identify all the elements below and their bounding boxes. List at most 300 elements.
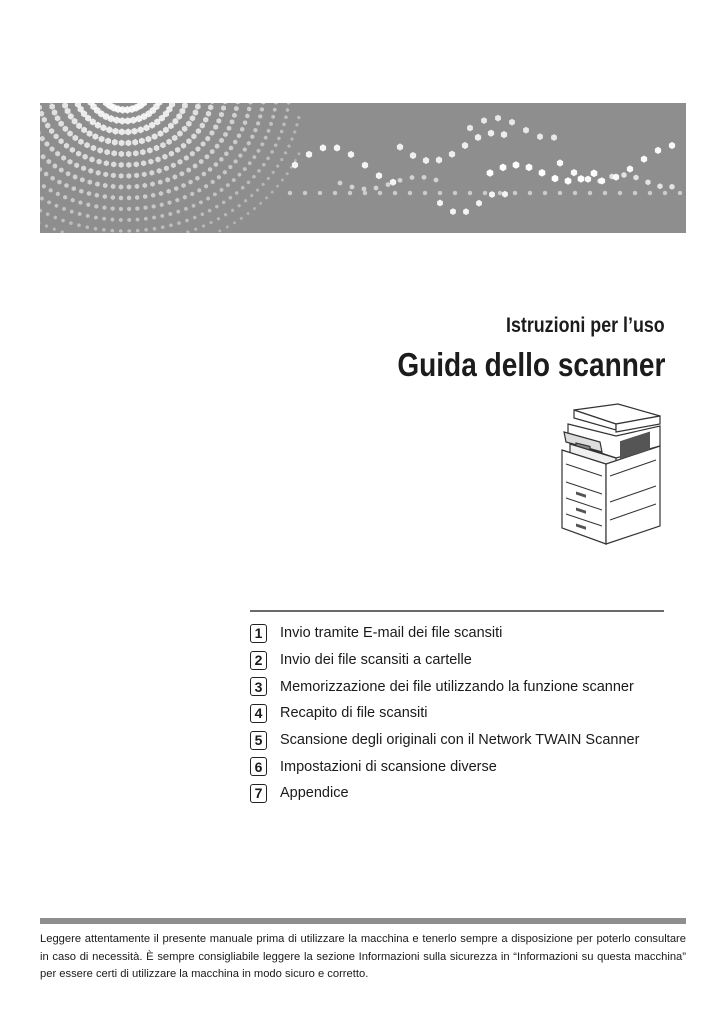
hex-dot [168, 212, 172, 216]
hex-dot [273, 108, 277, 112]
hex-dot [648, 191, 652, 196]
hex-dot [99, 136, 105, 143]
hex-dot [348, 191, 352, 196]
hex-dot [70, 147, 75, 153]
toc-label-4: Recapito di file scansiti [280, 705, 428, 722]
hex-dot [295, 123, 298, 127]
hex-dot [183, 195, 187, 200]
hex-dot [162, 154, 167, 160]
hex-dot [195, 176, 199, 181]
hex-dot [97, 147, 103, 153]
hex-dot [70, 210, 74, 214]
hex-dot [270, 150, 273, 154]
hex-dot [243, 120, 247, 125]
hex-dot [159, 191, 163, 196]
hex-dot [269, 122, 273, 126]
hex-dot [169, 223, 173, 227]
hex-dot [303, 191, 307, 196]
hex-dot [205, 154, 210, 159]
hex-dot [55, 204, 59, 208]
hex-dot [105, 138, 111, 145]
hex-dot [228, 165, 232, 170]
hex-dot [244, 199, 247, 203]
hex-dot [231, 209, 234, 213]
toc-number-5: 5 [250, 731, 267, 750]
hex-dot [127, 218, 131, 222]
hex-dot [111, 150, 117, 156]
hex-dot [52, 109, 58, 115]
hex-dot [280, 130, 284, 134]
hex-dot [61, 155, 66, 161]
hex-dot [178, 159, 183, 165]
hex-dot [91, 145, 97, 151]
hex-dot [253, 207, 256, 210]
hex-dot [224, 151, 228, 156]
hex-dot [71, 198, 75, 203]
hex-dot [633, 175, 638, 181]
hex-dot [240, 127, 244, 132]
hex-dot [143, 183, 148, 188]
hex-dot [97, 159, 102, 165]
hex-dot [410, 152, 416, 159]
hex-dot [177, 130, 183, 136]
toc-number-2: 2 [250, 651, 267, 670]
hex-dot [374, 185, 379, 190]
hex-dot [84, 142, 90, 148]
hex-dot [423, 157, 429, 164]
hex-dot [655, 147, 661, 154]
hex-dot [113, 117, 119, 124]
hex-dot [196, 128, 201, 134]
hex-dot [42, 117, 47, 123]
hex-dot [489, 191, 495, 198]
hex-dot [185, 219, 189, 223]
hex-dot [578, 175, 585, 183]
hex-dot [64, 183, 68, 188]
hex-dot [488, 130, 494, 137]
hex-dot [213, 124, 218, 130]
hex-dot [232, 113, 237, 118]
hex-dot [449, 151, 455, 158]
hex-dot [128, 229, 132, 233]
hex-dot [462, 142, 468, 149]
hex-dot [141, 160, 146, 166]
hex-dot [260, 142, 264, 146]
hex-dot [78, 139, 84, 145]
hex-dot [235, 103, 240, 104]
hex-dot [119, 184, 124, 189]
hex-dot [196, 146, 201, 152]
hex-dot [257, 169, 261, 173]
hex-dot [219, 157, 223, 162]
hex-dot [256, 121, 260, 126]
hex-dot [102, 228, 105, 232]
hex-dot [119, 173, 124, 179]
hex-dot [408, 191, 412, 196]
hex-dot [168, 200, 172, 205]
hex-dot [88, 168, 93, 174]
hex-dot [390, 179, 396, 186]
hex-dot [151, 193, 155, 198]
hex-dot [175, 198, 179, 203]
hex-dot [350, 184, 355, 189]
hex-dot [261, 103, 265, 105]
hex-dot [528, 191, 532, 196]
hex-dot [272, 171, 275, 175]
hex-dot [199, 200, 203, 204]
hex-dot [136, 229, 139, 233]
hex-dot [160, 214, 164, 218]
hex-dot [49, 188, 53, 193]
hex-dot [111, 206, 115, 211]
hex-dot [200, 123, 205, 129]
hex-dot [87, 191, 91, 196]
hex-dot [523, 127, 529, 134]
hex-dot [88, 180, 93, 185]
hex-dot [320, 144, 326, 151]
hex-dot [181, 143, 186, 149]
hex-dot [119, 151, 125, 157]
hex-dot [193, 109, 199, 115]
hex-dot [45, 123, 50, 129]
hex-dot [334, 144, 340, 151]
hex-dot [173, 118, 179, 125]
hex-dot [232, 178, 236, 182]
hex-dot [47, 200, 51, 204]
hex-dot [158, 130, 164, 137]
hex-dot [119, 218, 123, 222]
hex-dot [160, 202, 164, 207]
hex-dot [201, 212, 204, 216]
hex-dot [104, 149, 110, 155]
hex-dot [250, 134, 254, 139]
hex-dot [238, 173, 242, 177]
hex-dot [81, 166, 86, 172]
hex-dot [253, 128, 257, 133]
hex-dot [172, 135, 178, 141]
hex-dot [86, 225, 90, 229]
hex-dot [113, 128, 119, 135]
hex-dot [54, 216, 57, 220]
hex-dot [669, 184, 674, 190]
hex-dot [513, 161, 520, 169]
hex-dot [150, 181, 155, 186]
hex-dot [131, 128, 137, 135]
hex-dot [74, 163, 79, 169]
hex-dot [40, 136, 45, 142]
hex-dot [111, 217, 115, 221]
hex-dot [248, 161, 252, 165]
hex-dot [398, 178, 403, 183]
manual-title: Guida dello scanner [396, 346, 665, 383]
hex-dot [199, 159, 204, 164]
hex-dot [210, 103, 215, 104]
hex-dot [297, 116, 300, 120]
hex-dot [59, 167, 64, 172]
hex-dot [378, 191, 382, 196]
toc-number-1: 1 [250, 624, 267, 643]
hex-dot [543, 191, 547, 196]
hex-dot [192, 204, 196, 208]
hex-dot [193, 216, 196, 220]
hex-dot [80, 177, 85, 182]
hex-dot [284, 115, 288, 119]
hex-dot [243, 147, 247, 152]
hex-dot [40, 221, 41, 225]
toc-item-5 [250, 727, 639, 754]
hex-dot [94, 215, 98, 219]
dot-pattern-graphic [40, 103, 686, 233]
hex-dot [169, 151, 174, 157]
hex-dot [165, 177, 170, 182]
hex-dot [66, 171, 71, 176]
hex-dot [221, 105, 226, 111]
hex-dot [79, 189, 83, 194]
hex-dot [184, 155, 189, 161]
hex-dot [195, 103, 201, 109]
hex-dot [102, 217, 106, 221]
hex-dot [157, 168, 162, 174]
hex-dot [126, 140, 132, 147]
hex-dot [95, 193, 99, 198]
hex-dot [633, 191, 637, 196]
toc-label-1: Invio tramite E-mail dei file scansiti [280, 625, 503, 642]
hex-dot [65, 108, 71, 115]
hex-dot [132, 139, 138, 146]
hex-dot [83, 154, 88, 160]
hex-dot [500, 164, 507, 172]
hex-dot [208, 167, 212, 172]
hex-dot [487, 169, 494, 177]
hex-dot [161, 225, 165, 229]
hex-dot [180, 108, 186, 115]
hex-dot [86, 214, 90, 218]
hex-dot [475, 134, 481, 141]
hex-dot [217, 217, 220, 221]
multifunction-printer-icon [556, 402, 666, 547]
hex-dot [437, 200, 443, 207]
hex-dot [78, 212, 82, 216]
hex-dot [72, 118, 78, 125]
hex-dot [142, 172, 147, 178]
hex-dot [164, 166, 169, 172]
hex-dot [126, 151, 131, 157]
hex-dot [61, 230, 64, 233]
hex-dot [282, 122, 286, 126]
toc-divider [250, 610, 664, 612]
hex-dot [171, 163, 176, 169]
hex-dot [67, 130, 73, 136]
hex-dot [481, 117, 487, 124]
hex-dot [53, 227, 56, 231]
hex-dot [483, 191, 487, 196]
hex-dot [397, 143, 403, 150]
hex-dot [103, 172, 108, 178]
toc-label-7: Appendice [280, 785, 349, 802]
hex-dot [59, 138, 64, 144]
hex-dot [265, 196, 268, 199]
hex-dot [557, 159, 563, 166]
hex-dot [119, 128, 125, 135]
hex-dot [286, 172, 289, 175]
hex-dot [125, 128, 131, 135]
hex-dot [134, 173, 139, 179]
hex-dot [229, 196, 233, 200]
hex-dot [202, 172, 206, 177]
hex-dot [226, 225, 229, 228]
hex-dot [588, 191, 592, 196]
hex-dot [363, 191, 367, 196]
hex-dot [144, 228, 147, 232]
hex-dot [298, 152, 301, 155]
hex-dot [247, 180, 250, 184]
hex-dot [539, 169, 546, 177]
hex-dot [49, 103, 55, 109]
hex-dot [393, 191, 397, 196]
hex-dot [144, 205, 148, 210]
hex-dot [57, 180, 61, 185]
hex-dot [58, 121, 64, 127]
hex-dot [41, 154, 46, 159]
hex-dot [174, 186, 178, 191]
hex-dot [247, 107, 251, 112]
hex-dot [306, 151, 312, 158]
hex-dot [42, 184, 46, 189]
hex-dot [245, 113, 249, 118]
hex-dot [69, 221, 73, 225]
hex-dot [152, 215, 156, 219]
hex-dot [163, 127, 169, 134]
hex-dot [72, 186, 76, 191]
hex-dot [76, 151, 81, 157]
hex-dot [186, 138, 191, 144]
hex-dot [154, 145, 160, 151]
hex-dot [276, 164, 279, 168]
hex-dot [55, 151, 60, 157]
hex-dot [182, 126, 188, 132]
hex-dot [362, 186, 367, 191]
hex-dot [215, 144, 220, 149]
hex-dot [495, 115, 501, 122]
hex-dot [526, 164, 533, 172]
hex-dot [173, 174, 178, 179]
hex-dot [618, 191, 622, 196]
hex-dot [176, 113, 182, 120]
hex-dot [130, 117, 136, 124]
hex-dot [155, 156, 160, 162]
hex-dot [176, 210, 180, 214]
hex-dot [93, 133, 99, 140]
hex-dot [63, 195, 67, 200]
hex-dot [186, 167, 191, 172]
hex-dot [247, 212, 250, 215]
hex-dot [61, 219, 65, 223]
hex-dot [645, 179, 650, 185]
hex-dot [147, 147, 153, 153]
hex-dot [190, 151, 195, 157]
hex-dot [148, 159, 153, 165]
hex-dot [621, 172, 626, 178]
hex-dot [262, 163, 266, 167]
hex-dot [248, 103, 252, 105]
hex-dot [240, 217, 243, 220]
hex-dot [180, 171, 185, 176]
hex-dot [103, 183, 108, 188]
hex-dot [144, 217, 148, 221]
hex-dot [238, 204, 241, 208]
hex-dot [260, 107, 264, 112]
hex-dot [112, 139, 118, 146]
hex-dot [64, 143, 69, 149]
hex-dot [140, 149, 146, 155]
hex-dot [450, 208, 456, 215]
hex-dot [184, 207, 188, 211]
hex-dot [234, 159, 238, 164]
safety-disclaimer: Leggere attentamente il presente manuale prima di utilizzare la macchina e tenerlo sempre a disposizione per poterlo consultare in caso di necessità. È sempre consigliabile leggere la sezione Informazioni sulla sicurezza in “Informazioni su questa macchina” per essere certi di utilizzare la macchina in modo sicuro e corretto. [40, 933, 686, 980]
hex-dot [220, 188, 224, 192]
hex-dot [210, 221, 213, 225]
hex-dot [551, 134, 557, 141]
hex-dot [78, 200, 82, 205]
hex-dot [219, 112, 224, 118]
hex-dot [102, 205, 106, 210]
hex-dot [203, 117, 208, 123]
hex-dot [40, 167, 42, 172]
hex-dot [436, 156, 442, 163]
hex-dot [94, 204, 98, 209]
footer-divider [40, 918, 686, 924]
hex-dot [111, 173, 116, 179]
hex-dot [463, 208, 469, 215]
hex-dot [376, 172, 382, 179]
hex-dot [177, 221, 181, 225]
hex-dot [226, 183, 230, 187]
hex-dot [68, 113, 74, 120]
hex-dot [277, 137, 280, 141]
hex-dot [94, 227, 97, 231]
hex-dot [286, 108, 289, 112]
hex-dot [284, 151, 287, 155]
hex-dot [362, 162, 368, 169]
hex-dot [537, 133, 543, 140]
hex-dot [386, 182, 391, 187]
hex-dot [627, 165, 633, 172]
hex-dot [498, 191, 502, 196]
hex-dot [126, 162, 131, 168]
hex-dot [233, 221, 236, 224]
hex-dot [215, 205, 218, 209]
hex-dot [119, 195, 123, 200]
hex-dot [509, 119, 515, 126]
hex-dot [247, 141, 251, 146]
hex-dot [233, 140, 237, 145]
hex-dot [224, 213, 227, 217]
hex-dot [208, 209, 212, 213]
hex-dot [103, 194, 107, 199]
hex-dot [603, 191, 607, 196]
hex-dot [51, 176, 55, 181]
toc-item-2 [250, 647, 639, 674]
hex-dot [423, 191, 427, 196]
hex-dot [127, 195, 131, 200]
hex-dot [287, 103, 290, 105]
hex-dot [422, 175, 427, 180]
hex-dot [186, 230, 189, 233]
hex-dot [46, 212, 49, 216]
hex-dot [262, 183, 265, 187]
hex-dot [280, 158, 283, 162]
hex-dot [95, 181, 100, 186]
